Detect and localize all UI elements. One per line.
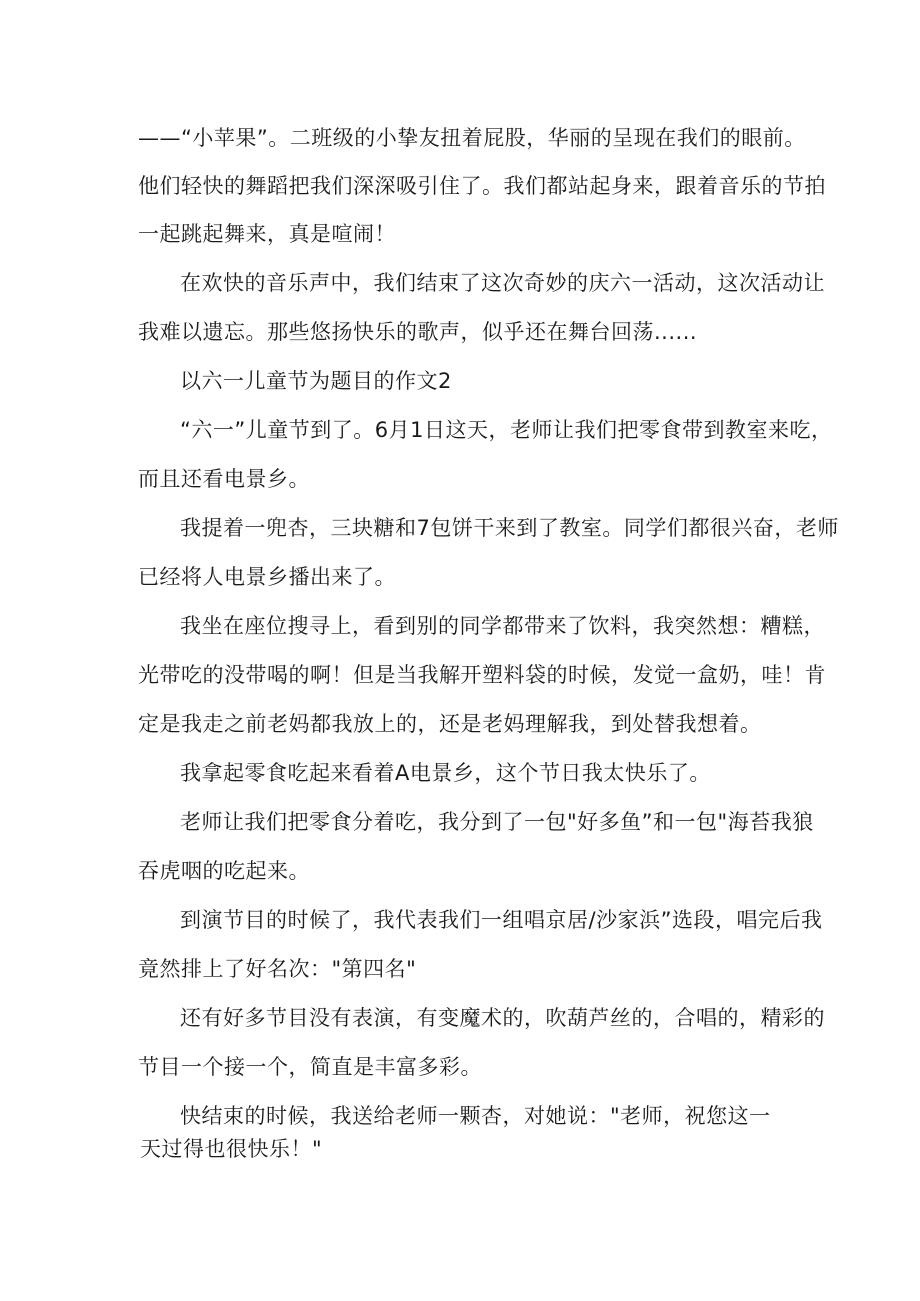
text-line: 定是我走之前老妈都我放上的，还是老妈理解我，到处替我想着。 [138, 712, 762, 736]
text-line: 已经将人电景乡播出来了。 [138, 565, 396, 589]
text-line: 他们轻快的舞蹈把我们深深吸引住了。我们都站起身来，跟着音乐的节拍 [138, 174, 826, 198]
text-line: 一起跳起舞来，真是喧闹！ [138, 222, 396, 246]
paragraph-start: 快结束的时候，我送给老师一颗杏，对她说："老师，祝您这一 [180, 1104, 771, 1128]
text-line: 天过得也很快乐！" [140, 1137, 323, 1161]
paragraph-start: 我坐在座位搜寻上，看到别的同学都带来了饮料，我突然想：糟糕， [180, 614, 825, 638]
paragraph-start: “六一”儿童节到了。6月1日这天，老师让我们把零食带到教室来吃， [180, 418, 833, 442]
paragraph-start: 到演节目的时候了，我代表我们一组唱京居/沙家浜”选段，唱完后我 [180, 908, 823, 932]
text-line: 我难以遗忘。那些悠扬快乐的歌声，似乎还在舞台回荡...... [138, 320, 698, 344]
text-line: 而且还看电景乡。 [138, 467, 310, 491]
text-line: 光带吃的没带喝的啊！但是当我解开塑料袋的时候，发觉一盒奶，哇！肯 [138, 663, 826, 687]
text-line: 吞虎咽的吃起来。 [138, 859, 310, 883]
paragraph-start: 老师让我们把零食分着吃，我分到了一包"好多鱼”和一包"海苔我狼 [180, 810, 814, 834]
essay-title: 以六一儿童节为题目的作文2 [180, 369, 452, 393]
text-line: 竟然排上了好名次："第四名" [138, 957, 417, 981]
paragraph-start: 我拿起零食吃起来看着A电景乡，这个节日我太快乐了。 [180, 761, 711, 785]
paragraph-start: 我提着一兜杏，三块糖和7包饼干来到了教室。同学们都很兴奋，老师 [180, 516, 839, 540]
paragraph-start: 在欢快的音乐声中，我们结束了这次奇妙的庆六一活动，这次活动让 [180, 271, 825, 295]
paragraph-start: 还有好多节目没有表演，有变魔术的，吹葫芦丝的，合唱的，精彩的 [180, 1006, 825, 1030]
text-line: 节目一个接一个，简直是丰富多彩。 [138, 1055, 482, 1079]
text-line: ——“小苹果”。二班级的小挚友扭着屁股，华丽的呈现在我们的眼前。 [138, 126, 806, 150]
